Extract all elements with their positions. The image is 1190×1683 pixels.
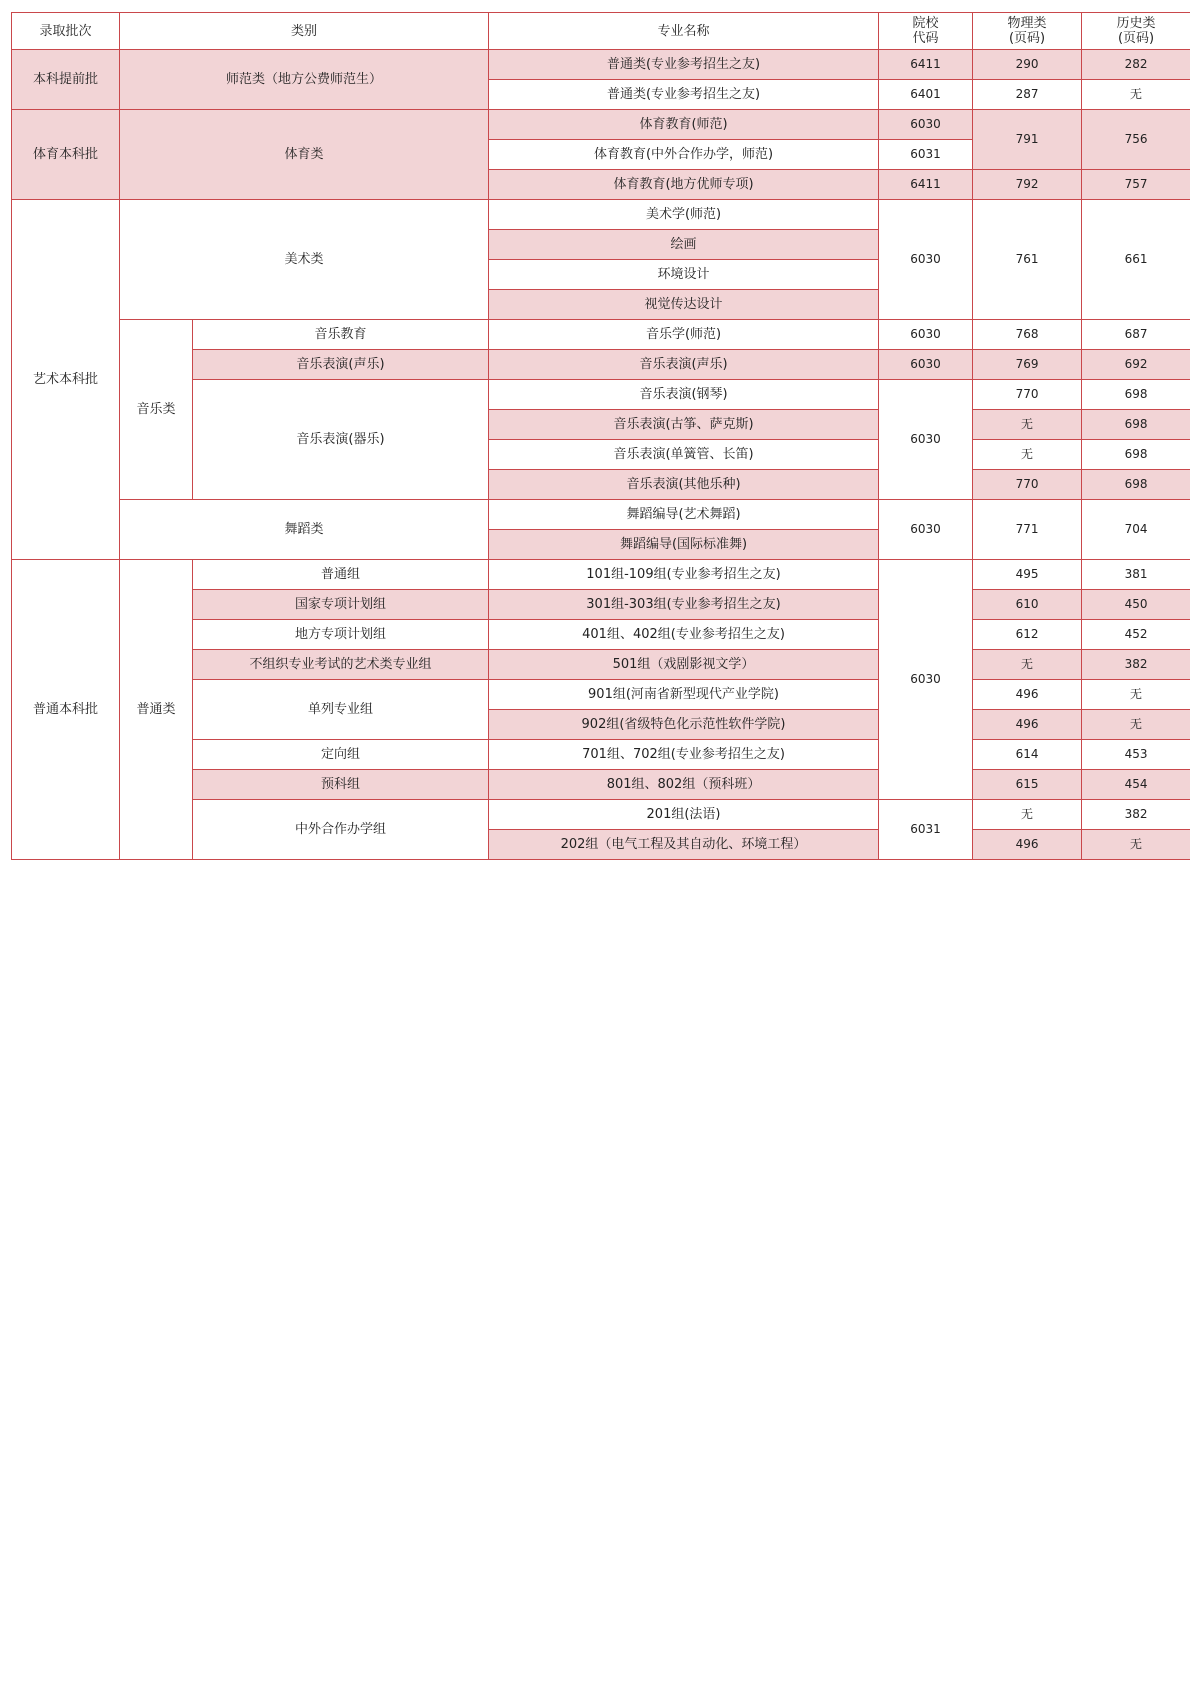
major-cell: 201组(法语)	[489, 800, 879, 830]
subcategory-cell: 预科组	[193, 770, 489, 800]
physics-cell: 768	[973, 320, 1082, 350]
history-cell: 382	[1082, 800, 1190, 830]
physics-cell: 614	[973, 740, 1082, 770]
header-physics	[973, 13, 1082, 50]
physics-cell: 496	[973, 830, 1082, 860]
code-cell: 6031	[879, 140, 973, 170]
history-cell: 698	[1082, 470, 1190, 500]
history-cell: 698	[1082, 440, 1190, 470]
history-cell: 756	[1082, 110, 1190, 170]
subcategory-cell: 国家专项计划组	[193, 590, 489, 620]
physics-cell: 770	[973, 380, 1082, 410]
header-code-line1: 院校	[912, 16, 939, 31]
major-cell: 音乐学(师范)	[489, 320, 879, 350]
history-cell: 452	[1082, 620, 1190, 650]
history-cell: 698	[1082, 380, 1190, 410]
major-cell: 绘画	[489, 230, 879, 260]
header-code-line2: 代码	[912, 31, 939, 46]
major-cell: 301组-303组(专业参考招生之友)	[489, 590, 879, 620]
table-row	[12, 110, 1190, 140]
code-cell: 6030	[879, 110, 973, 140]
code-cell: 6411	[879, 170, 973, 200]
history-cell: 661	[1082, 200, 1190, 320]
code-cell: 6030	[879, 560, 973, 800]
table-header-row	[12, 13, 1190, 50]
physics-cell: 792	[973, 170, 1082, 200]
category-cell: 音乐类	[120, 320, 193, 500]
major-cell: 体育教育(地方优师专项)	[489, 170, 879, 200]
major-cell: 801组、802组（预科班）	[489, 770, 879, 800]
history-cell: 无	[1082, 680, 1190, 710]
code-cell: 6411	[879, 50, 973, 80]
major-cell: 视觉传达设计	[489, 290, 879, 320]
batch-cell: 体育本科批	[12, 110, 120, 200]
physics-cell: 287	[973, 80, 1082, 110]
physics-cell: 无	[973, 440, 1082, 470]
major-cell: 401组、402组(专业参考招生之友)	[489, 620, 879, 650]
code-cell: 6031	[879, 800, 973, 860]
major-cell: 音乐表演(单簧管、长笛)	[489, 440, 879, 470]
history-cell: 757	[1082, 170, 1190, 200]
table-row	[12, 320, 1190, 350]
major-cell: 音乐表演(古筝、萨克斯)	[489, 410, 879, 440]
major-cell: 901组(河南省新型现代产业学院)	[489, 680, 879, 710]
history-cell: 453	[1082, 740, 1190, 770]
category-cell: 美术类	[120, 200, 489, 320]
major-cell: 音乐表演(声乐)	[489, 350, 879, 380]
history-cell: 450	[1082, 590, 1190, 620]
table-row	[12, 500, 1190, 530]
major-cell: 体育教育(师范)	[489, 110, 879, 140]
subcategory-cell: 普通组	[193, 560, 489, 590]
history-cell: 无	[1082, 80, 1190, 110]
code-cell: 6030	[879, 500, 973, 560]
history-cell: 无	[1082, 710, 1190, 740]
header-batch: 录取批次	[12, 13, 120, 50]
physics-cell: 769	[973, 350, 1082, 380]
physics-cell: 770	[973, 470, 1082, 500]
major-cell: 501组（戏剧影视文学）	[489, 650, 879, 680]
physics-cell: 612	[973, 620, 1082, 650]
history-cell: 692	[1082, 350, 1190, 380]
physics-cell: 无	[973, 410, 1082, 440]
physics-cell: 791	[973, 110, 1082, 170]
category-cell: 体育类	[120, 110, 489, 200]
physics-cell: 无	[973, 650, 1082, 680]
category-cell: 舞蹈类	[120, 500, 489, 560]
header-history-line2: (页码)	[1117, 31, 1155, 46]
history-cell: 382	[1082, 650, 1190, 680]
major-cell: 舞蹈编导(艺术舞蹈)	[489, 500, 879, 530]
physics-cell: 610	[973, 590, 1082, 620]
major-cell: 舞蹈编导(国际标准舞)	[489, 530, 879, 560]
code-cell: 6401	[879, 80, 973, 110]
major-cell: 环境设计	[489, 260, 879, 290]
history-cell: 282	[1082, 50, 1190, 80]
code-cell: 6030	[879, 350, 973, 380]
table-row	[12, 50, 1190, 80]
history-cell: 381	[1082, 560, 1190, 590]
admission-score-table	[11, 12, 1190, 860]
major-cell: 音乐表演(其他乐种)	[489, 470, 879, 500]
category-cell: 师范类（地方公费师范生）	[120, 50, 489, 110]
major-cell: 701组、702组(专业参考招生之友)	[489, 740, 879, 770]
physics-cell: 496	[973, 710, 1082, 740]
major-cell: 普通类(专业参考招生之友)	[489, 50, 879, 80]
header-code	[879, 13, 973, 50]
history-cell: 687	[1082, 320, 1190, 350]
physics-cell: 496	[973, 680, 1082, 710]
code-cell: 6030	[879, 200, 973, 320]
major-cell: 音乐表演(钢琴)	[489, 380, 879, 410]
subcategory-cell: 不组织专业考试的艺术类专业组	[193, 650, 489, 680]
batch-cell: 本科提前批	[12, 50, 120, 110]
subcategory-cell: 音乐教育	[193, 320, 489, 350]
subcategory-cell: 单列专业组	[193, 680, 489, 740]
major-cell: 101组-109组(专业参考招生之友)	[489, 560, 879, 590]
major-cell: 902组(省级特色化示范性软件学院)	[489, 710, 879, 740]
history-cell: 704	[1082, 500, 1190, 560]
category-cell: 普通类	[120, 560, 193, 860]
subcategory-cell: 定向组	[193, 740, 489, 770]
batch-cell: 艺术本科批	[12, 200, 120, 560]
code-cell: 6030	[879, 320, 973, 350]
history-cell: 454	[1082, 770, 1190, 800]
subcategory-cell: 音乐表演(声乐)	[193, 350, 489, 380]
history-cell: 无	[1082, 830, 1190, 860]
subcategory-cell: 音乐表演(器乐)	[193, 380, 489, 500]
header-physics-line2: (页码)	[1008, 31, 1046, 46]
batch-cell: 普通本科批	[12, 560, 120, 860]
history-cell: 698	[1082, 410, 1190, 440]
physics-cell: 290	[973, 50, 1082, 80]
physics-cell: 无	[973, 800, 1082, 830]
physics-cell: 761	[973, 200, 1082, 320]
physics-cell: 771	[973, 500, 1082, 560]
header-category: 类别	[120, 13, 489, 50]
major-cell: 普通类(专业参考招生之友)	[489, 80, 879, 110]
subcategory-cell: 中外合作办学组	[193, 800, 489, 860]
table-row	[12, 560, 1190, 590]
header-physics-line1: 物理类	[1007, 16, 1047, 31]
header-major: 专业名称	[489, 13, 879, 50]
header-history-line1: 历史类	[1116, 16, 1156, 31]
physics-cell: 495	[973, 560, 1082, 590]
table-row	[12, 200, 1190, 230]
major-cell: 体育教育(中外合作办学，师范)	[489, 140, 879, 170]
subcategory-cell: 地方专项计划组	[193, 620, 489, 650]
major-cell: 美术学(师范)	[489, 200, 879, 230]
header-history	[1082, 13, 1190, 50]
major-cell: 202组（电气工程及其自动化、环境工程）	[489, 830, 879, 860]
physics-cell: 615	[973, 770, 1082, 800]
code-cell: 6030	[879, 380, 973, 500]
